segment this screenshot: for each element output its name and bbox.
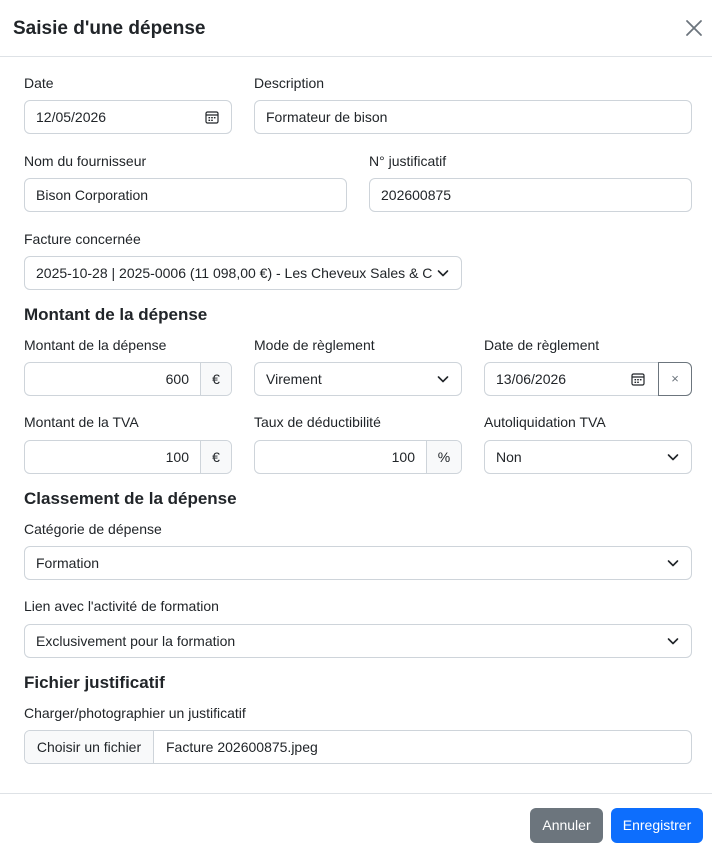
chevron-down-icon	[667, 558, 679, 568]
vat-amount-input[interactable]	[24, 440, 232, 474]
vat-amount-unit: €	[200, 441, 231, 473]
voucher-value: 202600875	[381, 187, 452, 203]
file-name: Facture 202600875.jpeg	[166, 739, 318, 755]
modal-header	[0, 0, 712, 57]
reverse-charge-select[interactable]	[484, 440, 692, 474]
chevron-down-icon	[667, 452, 679, 462]
description-label: Description	[254, 75, 325, 91]
supplier-label: Nom du fournisseur	[24, 153, 147, 169]
payment-mode-label: Mode de règlement	[254, 337, 375, 353]
training-link-select[interactable]	[24, 624, 692, 658]
classification-section-title: Classement de la dépense	[24, 489, 237, 508]
file-section-title: Fichier justificatif	[24, 673, 165, 692]
calendar-icon[interactable]	[205, 110, 219, 124]
category-select[interactable]	[24, 546, 692, 580]
category-value: Formation	[36, 555, 100, 571]
chevron-down-icon	[437, 268, 449, 278]
file-label: Charger/photographier un justificatif	[24, 705, 246, 721]
training-link-value: Exclusivement pour la formation	[36, 633, 236, 649]
deductibility-unit: %	[426, 441, 461, 473]
file-input[interactable]	[24, 730, 692, 764]
date-value: 12/05/2026	[36, 109, 107, 125]
description-input[interactable]	[254, 100, 692, 134]
save-button[interactable]: Enregistrer	[611, 808, 703, 843]
supplier-input[interactable]	[24, 178, 347, 212]
supplier-value: Bison Corporation	[36, 187, 149, 203]
reverse-charge-value: Non	[496, 449, 522, 465]
calendar-icon[interactable]	[631, 372, 645, 386]
modal-title: Saisie d'une dépense	[13, 18, 206, 39]
close-icon[interactable]	[684, 18, 704, 38]
amount-input[interactable]	[24, 362, 232, 396]
category-label: Catégorie de dépense	[24, 521, 162, 537]
payment-date-label: Date de règlement	[484, 337, 600, 353]
payment-mode-select[interactable]	[254, 362, 462, 396]
amount-value: 600	[165, 371, 189, 387]
choose-file-button[interactable]: Choisir un fichier	[25, 731, 154, 763]
vat-amount-label: Montant de la TVA	[24, 414, 139, 430]
chevron-down-icon	[667, 636, 679, 646]
invoice-select[interactable]	[24, 256, 462, 290]
reverse-charge-label: Autoliquidation TVA	[484, 414, 606, 430]
invoice-value: 2025-10-28 | 2025-0006 (11 098,00 €) - Les Cheveux Sales & C	[36, 265, 432, 281]
payment-mode-value: Virement	[266, 371, 322, 387]
modal-footer	[0, 793, 712, 853]
description-value: Formateur de bison	[266, 109, 388, 125]
invoice-label: Facture concernée	[24, 231, 141, 247]
chevron-down-icon	[437, 374, 449, 384]
date-label: Date	[24, 75, 54, 91]
amount-section-title: Montant de la dépense	[24, 305, 208, 324]
clear-date-button[interactable]: ×	[658, 362, 692, 396]
payment-date-input[interactable]	[484, 362, 659, 396]
amount-label: Montant de la dépense	[24, 337, 167, 353]
payment-date-value: 13/06/2026	[496, 371, 567, 387]
training-link-label: Lien avec l'activité de formation	[24, 598, 219, 614]
deductibility-value: 100	[391, 449, 415, 465]
voucher-input[interactable]	[369, 178, 692, 212]
vat-amount-value: 100	[165, 449, 189, 465]
cancel-button[interactable]: Annuler	[530, 808, 603, 843]
voucher-label: N° justificatif	[369, 153, 447, 169]
date-input[interactable]	[24, 100, 232, 134]
deductibility-label: Taux de déductibilité	[254, 414, 381, 430]
deductibility-input[interactable]	[254, 440, 462, 474]
amount-unit: €	[200, 363, 231, 395]
